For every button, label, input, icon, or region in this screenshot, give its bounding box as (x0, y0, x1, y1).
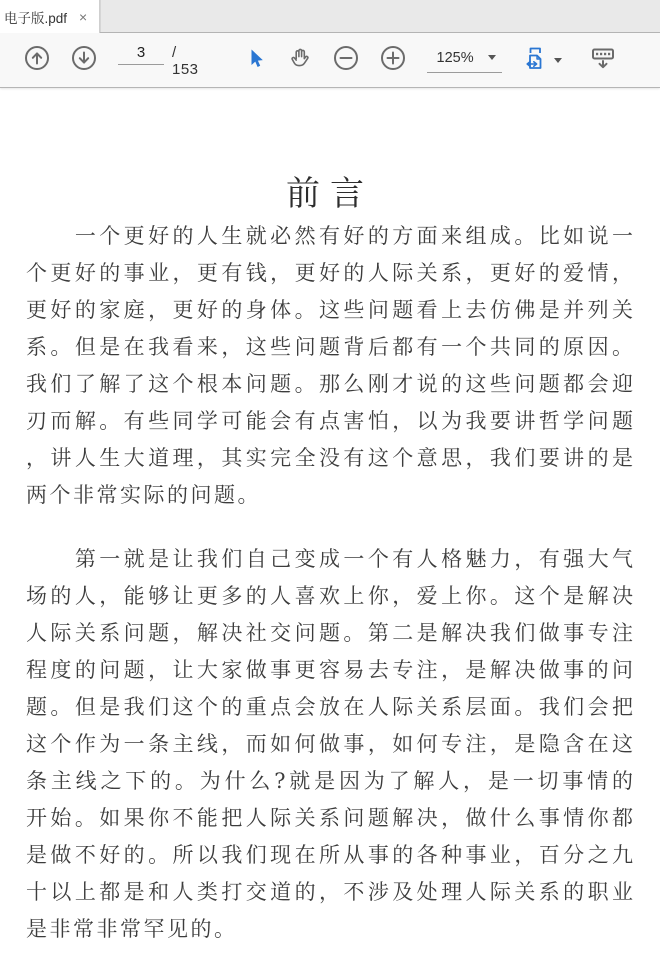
page-total-label: / 153 (172, 44, 199, 78)
page-number-input[interactable] (118, 42, 164, 65)
text-line: 程度的问题，让大家做事更容易去专注，是解决做事的问 (26, 658, 634, 682)
text-line: 是做不好的。所以我们现在所从事的各种事业，百分之九 (26, 843, 634, 867)
tab-bar-empty-space (100, 0, 660, 32)
text-line: 十以上都是和人类打交道的，不涉及处理人际关系的职业 (26, 880, 634, 904)
paragraph-1 (26, 218, 634, 514)
zoom-out-button[interactable] (329, 41, 363, 80)
zoom-level-dropdown[interactable] (427, 48, 502, 73)
text-line: 系。但是在我看来，这些问题背后都有一个共同的原因。 (26, 335, 634, 359)
pdf-page-view[interactable] (0, 88, 660, 959)
document-body (0, 218, 660, 948)
text-line: ，讲人生大道理，其实完全没有这个意思，我们要讲的是 (26, 446, 634, 470)
text-line: 题。但是我们这个的重点会放在人际关系层面。我们会把 (26, 695, 634, 719)
minus-circle-icon (332, 44, 360, 77)
document-tab-title: 电子版.pdf (4, 10, 68, 26)
text-line: 场的人，能够让更多的人喜欢上你，爱上你。这个是解决 (26, 584, 634, 608)
text-line: 是非常非常罕见的。 (26, 917, 238, 941)
arrow-up-circle-icon (23, 44, 51, 77)
hand-tool-button[interactable] (284, 42, 316, 79)
text-line: 更好的家庭，更好的身体。这些问题看上去仿佛是并列关 (26, 298, 634, 322)
zoom-level-value: 125% (436, 49, 474, 66)
select-tool-button[interactable] (241, 43, 271, 78)
text-line: 一个更好的人生就必然有好的方面来组成。比如说一 (26, 224, 634, 248)
pdf-toolbar (0, 33, 660, 88)
hide-toolbar-button[interactable] (586, 41, 620, 80)
cursor-arrow-icon (244, 46, 268, 75)
page-navigation (118, 42, 199, 78)
text-line: 这个作为一条主线，而如何做事，如何专注，是隐含在这 (26, 732, 634, 756)
hand-icon (287, 45, 313, 76)
chevron-down-icon (554, 58, 562, 63)
text-line: 个更好的事业，更有钱，更好的人际关系，更好的爱情， (26, 261, 634, 285)
paragraph-2 (26, 541, 634, 948)
page-title: 前言 (286, 174, 374, 214)
text-line: 开始。如果你不能把人际关系问题解决，做什么事情你都 (26, 806, 634, 830)
text-line: 人际关系问题，解决社交问题。第二是解决我们做事专注 (26, 621, 634, 645)
text-line: 刃而解。有些同学可能会有点害怕，以为我要讲哲学问题 (26, 409, 634, 433)
chevron-down-icon (488, 55, 496, 60)
text-line: 两个非常实际的问题。 (26, 483, 261, 507)
plus-circle-icon (379, 44, 407, 77)
toolbar-visibility-icon (589, 44, 617, 77)
fit-width-icon (522, 45, 548, 76)
text-line: 我们了解了这个根本问题。那么刚才说的这些问题都会迎 (26, 372, 634, 396)
tab-bar (0, 0, 660, 33)
text-line: 第一就是让我们自己变成一个有人格魅力，有强大气 (26, 547, 634, 571)
close-icon[interactable]: × (79, 8, 88, 25)
page-fit-dropdown[interactable] (519, 42, 565, 79)
zoom-in-button[interactable] (376, 41, 410, 80)
arrow-down-circle-icon (70, 44, 98, 77)
next-page-button[interactable] (67, 41, 101, 80)
document-tab[interactable] (0, 0, 100, 33)
previous-page-button[interactable] (20, 41, 54, 80)
text-line: 条主线之下的。为什么?就是因为了解人，是一切事情的 (26, 769, 634, 793)
